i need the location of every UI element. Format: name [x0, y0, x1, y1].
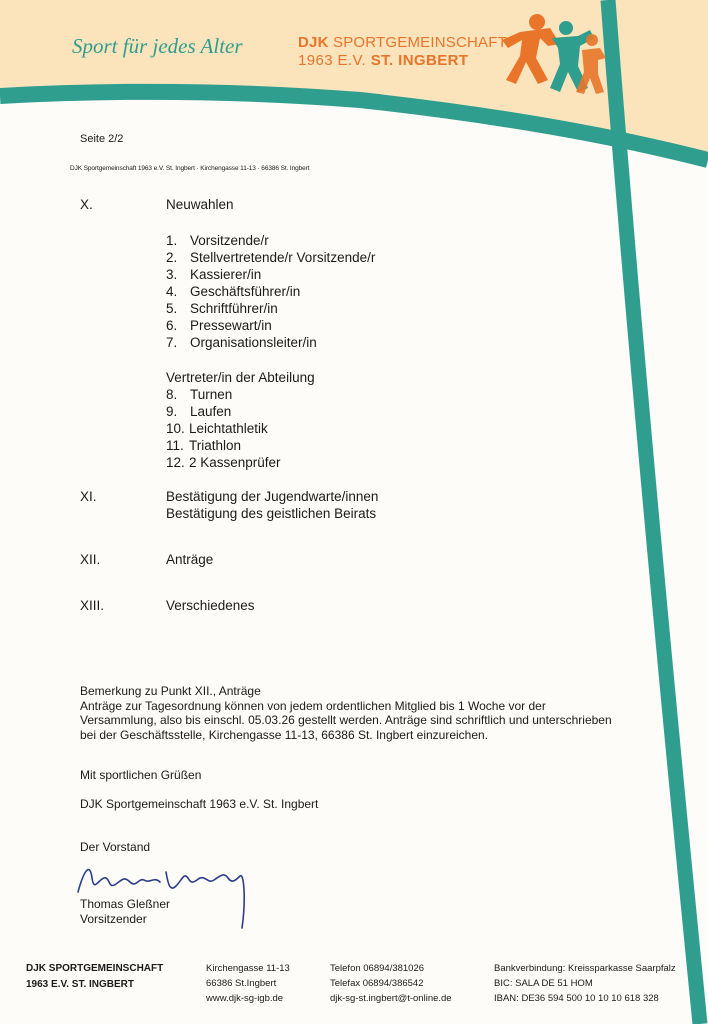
brand-main: SPORTGEMEINSCHAFT [332, 34, 507, 51]
note-line: Versammlung, also bis einschl. 05.03.26 gestellt werden. Anträge sind schriftlich und unterschrieben [80, 713, 612, 727]
slogan: Sport für jedes Alter [72, 34, 243, 58]
agenda-x-number: X. [80, 197, 93, 212]
footer-address [206, 961, 290, 1006]
brand-name [298, 34, 507, 51]
list-item: 6. Pressewart/in [166, 318, 272, 333]
brand-prefix: DJK [298, 34, 329, 51]
footer-contact [330, 961, 452, 1006]
agenda-xi-text [166, 488, 378, 522]
footer-street: Kirchengasse 11-13 [206, 963, 290, 974]
footer-fax: Telefax 06894/386542 [330, 978, 424, 989]
agenda-x-title: Neuwahlen [166, 197, 234, 212]
footer-email: djk-sg-st.ingbert@t-online.de [330, 993, 452, 1004]
list-item: 12. 2 Kassenprüfer [166, 455, 281, 470]
list-item: 7. Organisationsleiter/in [166, 335, 317, 350]
board-label: Der Vorstand [80, 840, 151, 854]
footer-website: www.djk-sg-igb.de [206, 993, 284, 1004]
footer-phone: Telefon 06894/381026 [330, 963, 425, 974]
list-item: 9. Laufen [166, 404, 232, 419]
list-item: 1. Vorsitzende/r [166, 233, 269, 248]
agenda-xii-title: Anträge [166, 552, 214, 567]
agenda-xii-number: XII. [80, 552, 101, 567]
footer-bank-name: Bankverbindung: Kreissparkasse Saarpfalz [494, 963, 676, 974]
department-heading: Vertreter/in der Abteilung [166, 370, 315, 385]
note-block [80, 684, 612, 742]
agenda-xi-number: XI. [80, 489, 97, 504]
organization-name: DJK Sportgemeinschaft 1963 e.V. St. Ingbert [80, 797, 319, 811]
page-indicator: Seite 2/2 [80, 133, 124, 145]
list-item: 4. Geschäftsführer/in [166, 284, 301, 299]
agenda-xi-line1: Bestätigung der Jugendwarte/innen [166, 489, 379, 504]
note-heading: Bemerkung zu Punkt XII., Anträge [80, 684, 261, 698]
signer-role: Vorsitzender [80, 911, 147, 926]
footer-city: 66386 St.Ingbert [206, 978, 277, 989]
brand-year: 1963 E.V. [298, 52, 367, 69]
greeting: Mit sportlichen Grüßen [80, 768, 202, 782]
agenda-xiii-number: XIII. [80, 598, 105, 613]
brand-city: ST. INGBERT [370, 52, 469, 69]
sender-line: DJK Sportgemeinschaft 1963 e.V. St. Ingbert · Kirchengasse 11-13 · 66386 St. Ingbert [70, 165, 310, 172]
agenda-xiii-title: Verschiedenes [166, 598, 255, 613]
footer-bic: BIC: SALA DE 51 HOM [494, 978, 593, 989]
department-list [166, 369, 315, 471]
list-item: 10. Leichtathletik [166, 421, 268, 436]
note-line: bei der Geschäftsstelle, Kirchengasse 11-13, 66386 St. Ingbert einzureichen. [80, 727, 489, 742]
list-item: 11. Triathlon [166, 438, 242, 453]
footer-org-line2: 1963 E.V. ST. INGBERT [26, 979, 135, 990]
list-item: 3. Kassierer/in [166, 267, 262, 282]
signer-block [80, 897, 170, 926]
brand-subline [298, 52, 468, 69]
list-item: 8. Turnen [166, 387, 233, 402]
footer-iban: IBAN: DE36 594 500 10 10 10 618 328 [494, 993, 659, 1004]
agenda-xi-line2: Bestätigung des geistlichen Beirats [166, 506, 377, 521]
footer-bank [494, 961, 676, 1006]
footer-organization [26, 961, 163, 993]
list-item: 5. Schriftführer/in [166, 301, 278, 316]
note-line: Anträge zur Tagesordnung können von jedem ordentlichen Mitglied bis 1 Woche vor der [80, 698, 546, 713]
footer-org-line1: DJK SPORTGEMEINSCHAFT [26, 963, 164, 974]
list-item: 2. Stellvertretende/r Vorsitzende/r [166, 250, 376, 265]
signer-name: Thomas Gleßner [80, 897, 171, 911]
election-list [166, 232, 375, 351]
